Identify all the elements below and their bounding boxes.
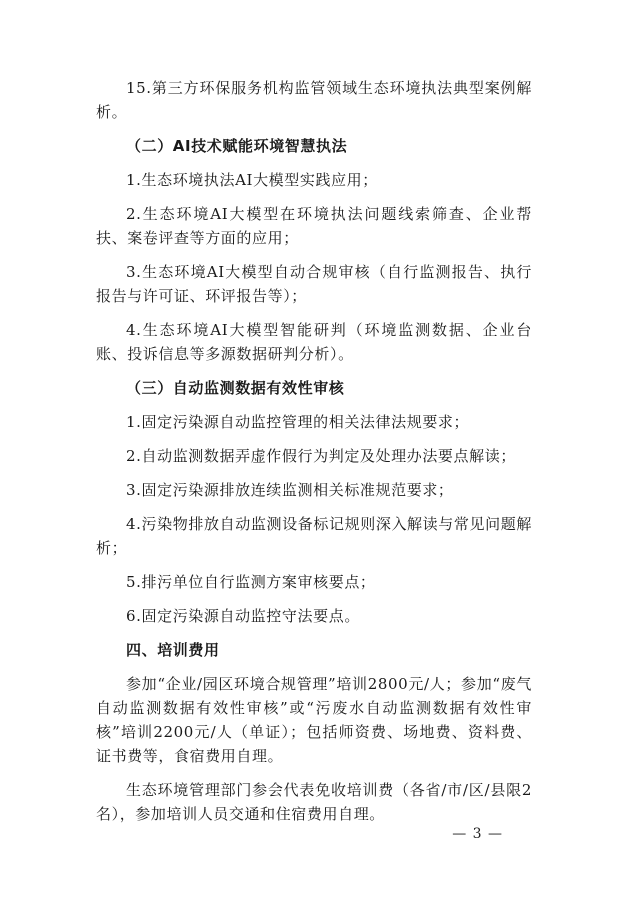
page-number: — 3 — xyxy=(452,826,503,842)
paragraph-fees-1: 参加“企业/园区环境合规管理”培训2800元/人；参加“废气自动监测数据有效性审核”或“污废水自动监测数据有效性审核”培训2200元/人（单证）；包括师资费、场地费、资料费、证书费等，食宿费用自理。 xyxy=(96,675,532,765)
paragraph-ai-4: 4.生态环境AI大模型智能研判（环境监测数据、企业台账、投诉信息等多源数据研判分析）。 xyxy=(96,321,532,363)
paragraph-item-15: 15.第三方环保服务机构监管领域生态环境执法典型案例解析。 xyxy=(96,79,532,121)
section-heading-monitoring: （三）自动监测数据有效性审核 xyxy=(126,379,345,397)
paragraph-monitoring-5: 5.排污单位自行监测方案审核要点； xyxy=(126,573,376,591)
paragraph-ai-1: 1.生态环境执法AI大模型实践应用； xyxy=(126,171,378,189)
paragraph-monitoring-2: 2.自动监测数据弄虚作假行为判定及处理办法要点解读； xyxy=(126,447,516,465)
paragraph-monitoring-3: 3.固定污染源排放连续监测相关标准规范要求； xyxy=(126,481,454,499)
document-body xyxy=(96,76,532,836)
section-heading-ai: （二）AI技术赋能环境智慧执法 xyxy=(126,137,348,155)
paragraph-ai-3: 3.生态环境AI大模型自动合规审核（自行监测报告、执行报告与许可证、环评报告等）； xyxy=(96,263,532,305)
paragraph-ai-2: 2.生态环境AI大模型在环境执法问题线索筛查、企业帮扶、案卷评查等方面的应用； xyxy=(96,205,532,247)
section-heading-fees: 四、培训费用 xyxy=(126,641,220,659)
paragraph-monitoring-6: 6.固定污染源自动监控守法要点。 xyxy=(126,607,360,625)
paragraph-fees-2: 生态环境管理部门参会代表免收培训费（各省/市/区/县限2名），参加培训人员交通和住宿费用自理。 xyxy=(96,781,532,823)
paragraph-monitoring-1: 1.固定污染源自动监控管理的相关法律法规要求； xyxy=(126,413,470,431)
paragraph-monitoring-4: 4.污染物排放自动监测设备标记规则深入解读与常见问题解析； xyxy=(96,515,532,557)
